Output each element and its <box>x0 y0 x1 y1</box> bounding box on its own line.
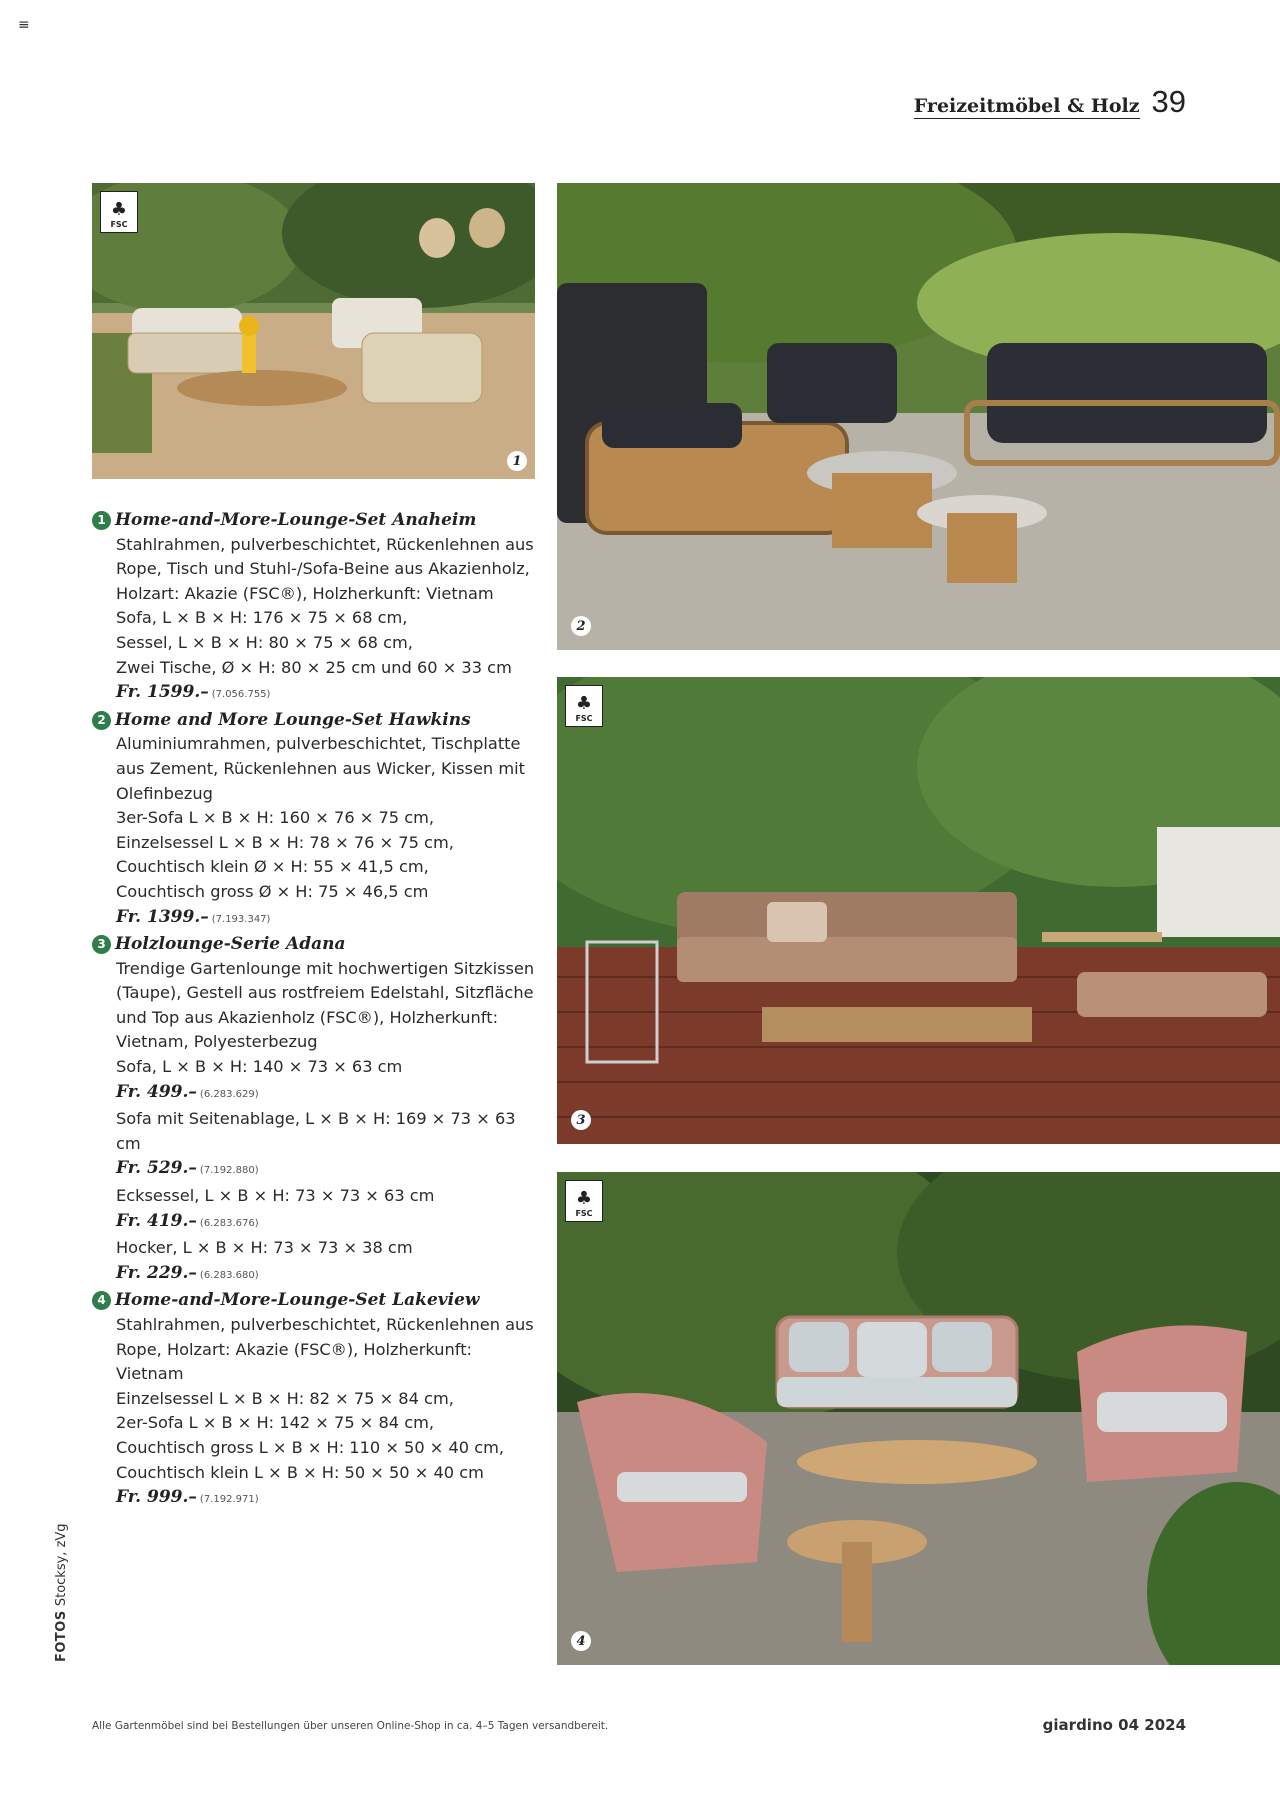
spec-line: Sofa, L × B × H: 176 × 75 × 68 cm, <box>116 608 408 628</box>
price: Fr. 229.– <box>116 1262 197 1283</box>
product-specs <box>92 606 542 707</box>
photo-4-illustration <box>557 1172 1280 1665</box>
product-entry <box>92 1288 542 1512</box>
price-line <box>92 1261 542 1289</box>
product-number-badge: 2 <box>92 711 111 730</box>
product-description: Stahlrahmen, pulverbeschichtet, Rückenlehnen aus Rope, Tisch und Stuhl-/Sofa-Beine aus Akazienholz, Holzart: Akazie (FSC®), Holzherkunft: Vietnam <box>116 534 534 603</box>
photo-number-badge: 2 <box>571 616 591 636</box>
photo-number-badge: 4 <box>571 1631 591 1651</box>
price-line <box>92 1156 542 1184</box>
article-number: (6.283.680) <box>199 1269 259 1281</box>
price-line <box>92 680 542 708</box>
credits-text: Stocksy, zVg <box>54 1523 69 1607</box>
article-number: (6.283.676) <box>199 1217 259 1229</box>
price: Fr. 1399.– <box>116 906 209 927</box>
page-number: 39 <box>1151 84 1186 119</box>
price: Fr. 1599.– <box>116 682 209 703</box>
spec-line: Sessel, L × B × H: 80 × 75 × 68 cm, <box>116 632 413 652</box>
price: Fr. 419.– <box>116 1210 197 1231</box>
spec-line: 2er-Sofa L × B × H: 142 × 75 × 84 cm, <box>116 1413 435 1433</box>
article-number: (6.283.629) <box>199 1088 259 1100</box>
photo-3-illustration <box>557 677 1280 1144</box>
photo-2-illustration <box>557 183 1280 650</box>
product-entry <box>92 708 542 932</box>
spec-line: Einzelsessel L × B × H: 78 × 76 × 75 cm, <box>116 832 454 852</box>
product-description: Aluminiumrahmen, pulverbeschichtet, Tischplatte aus Zement, Rückenlehnen aus Wicker, Kissen mit Olefinbezug <box>116 734 525 803</box>
photo-number-badge: 3 <box>571 1110 591 1130</box>
product-name: Holzlounge-Serie Adana <box>115 934 346 955</box>
spec-line: Zwei Tische, Ø × H: 80 × 25 cm und 60 × 33 cm <box>116 657 512 677</box>
product-photo-3 <box>557 677 1280 1144</box>
product-number-badge: 1 <box>92 511 111 530</box>
product-specs <box>92 1055 542 1288</box>
magazine-issue: giardino 04 2024 <box>1042 1716 1186 1734</box>
article-number: (7.192.880) <box>199 1165 259 1177</box>
product-photo-2 <box>557 183 1280 650</box>
product-descriptions <box>92 508 542 1513</box>
price: Fr. 529.– <box>116 1158 197 1179</box>
spec-line: Sofa mit Seitenablage, L × B × H: 169 × 73 × 63 cm <box>116 1109 516 1153</box>
photo-1-illustration <box>92 183 535 479</box>
product-name: Home-and-More-Lounge-Set Lakeview <box>115 1290 480 1311</box>
tree-icon: ♣ <box>575 1188 593 1209</box>
spec-line: Couchtisch klein Ø × H: 55 × 41,5 cm, <box>116 857 429 877</box>
product-description: Stahlrahmen, pulverbeschichtet, Rückenlehnen aus Rope, Holzart: Akazie (FSC®), Holzherkunft: Vietnam <box>116 1315 534 1384</box>
photo-credits <box>54 1523 69 1662</box>
fsc-logo: ♣ FSC <box>565 1180 603 1222</box>
spec-line: Couchtisch klein L × B × H: 50 × 50 × 40 cm <box>116 1462 484 1482</box>
spec-line: 3er-Sofa L × B × H: 160 × 76 × 75 cm, <box>116 808 435 828</box>
tree-icon: ♣ <box>110 199 128 220</box>
spec-line: Couchtisch gross Ø × H: 75 × 46,5 cm <box>116 881 429 901</box>
price-line <box>92 1209 542 1237</box>
article-number: (7.193.347) <box>211 913 271 925</box>
price: Fr. 499.– <box>116 1081 197 1102</box>
spec-line: Couchtisch gross L × B × H: 110 × 50 × 40 cm, <box>116 1437 505 1457</box>
article-number: (7.192.971) <box>199 1494 259 1506</box>
article-number: (7.056.755) <box>211 689 271 701</box>
price-line <box>92 1080 542 1108</box>
spec-line: Ecksessel, L × B × H: 73 × 73 × 63 cm <box>116 1186 435 1206</box>
credits-label: FOTOS <box>54 1610 69 1662</box>
spec-line: Hocker, L × B × H: 73 × 73 × 38 cm <box>116 1238 413 1258</box>
price: Fr. 999.– <box>116 1487 197 1508</box>
page-header <box>914 84 1186 120</box>
photo-number-badge: 1 <box>507 451 527 471</box>
product-number-badge: 4 <box>92 1291 111 1310</box>
footer-note: Alle Gartenmöbel sind bei Bestellungen über unseren Online-Shop in ca. 4–5 Tagen versandbereit. <box>92 1720 609 1732</box>
fsc-logo: ♣ FSC <box>565 685 603 727</box>
product-specs <box>92 806 542 932</box>
product-name: Home and More Lounge-Set Hawkins <box>115 709 471 730</box>
product-name: Home-and-More-Lounge-Set Anaheim <box>115 510 477 530</box>
tree-icon: ♣ <box>575 693 593 714</box>
fsc-logo: ♣ FSC <box>100 191 138 233</box>
price-line <box>92 905 542 933</box>
product-entry <box>92 508 542 708</box>
product-photo-1 <box>92 183 535 479</box>
spec-line: Sofa, L × B × H: 140 × 73 × 63 cm <box>116 1057 403 1077</box>
section-title: Freizeitmöbel & Holz <box>913 95 1140 117</box>
product-entry <box>92 932 542 1288</box>
price-line <box>92 1485 542 1513</box>
spec-line: Einzelsessel L × B × H: 82 × 75 × 84 cm, <box>116 1388 454 1408</box>
product-description: Trendige Gartenlounge mit hochwertigen Sitzkissen (Taupe), Gestell aus rostfreiem Edelstahl, Sitzfläche und Top aus Akazienholz (FSC®), Holzherkunft: Vietnam, Polyesterbezug <box>116 958 535 1052</box>
product-specs <box>92 1387 542 1513</box>
menu-icon[interactable]: ≡ <box>18 17 30 33</box>
product-photo-4 <box>557 1172 1280 1665</box>
product-number-badge: 3 <box>92 935 111 954</box>
